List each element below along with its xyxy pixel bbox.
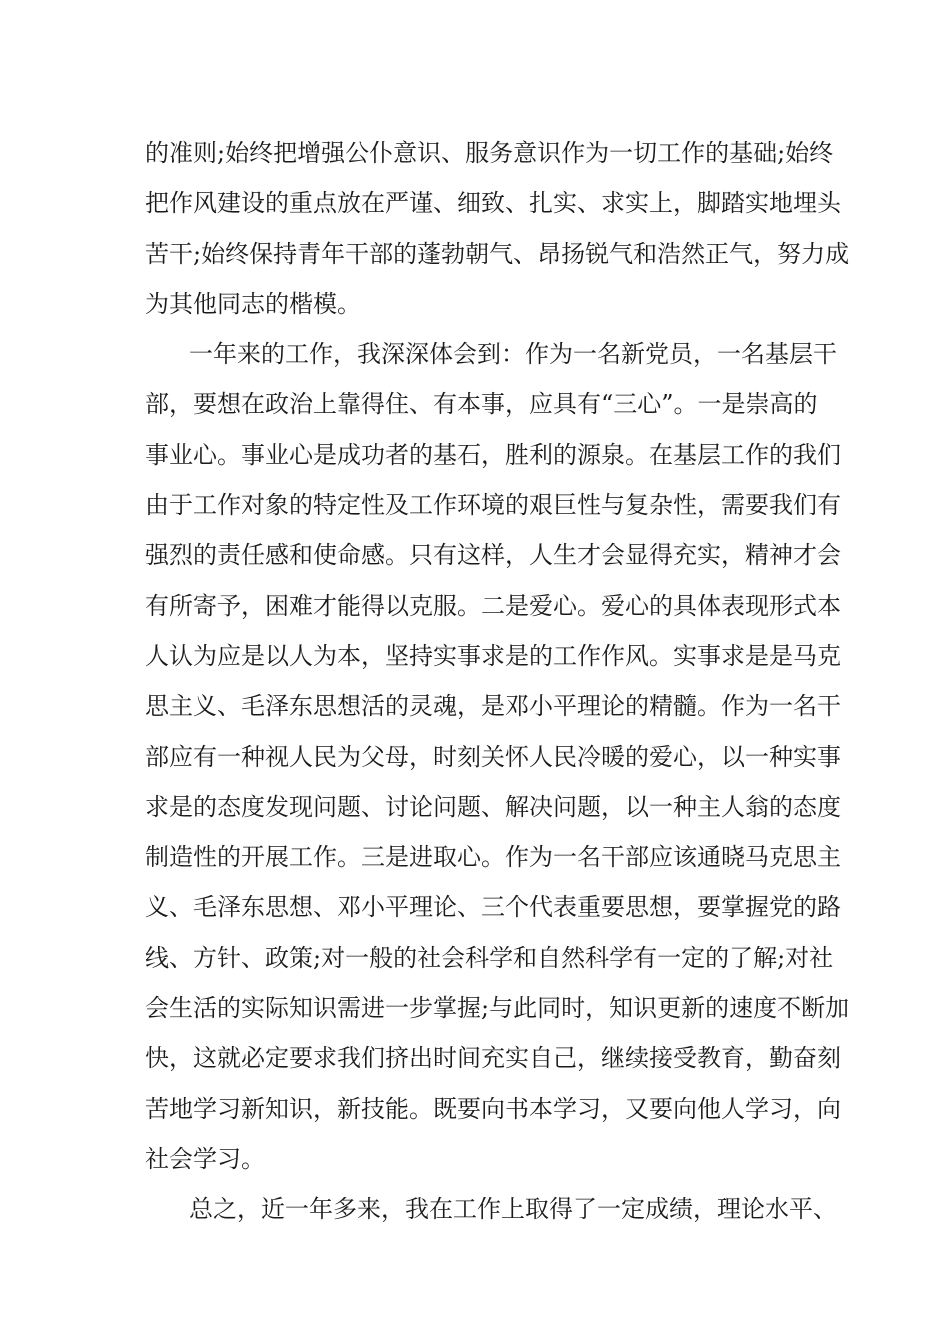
text-line: 部，要想在政治上靠得住、有本事，应具有“三心”。一是崇高的: [145, 390, 818, 419]
paragraph-first-line: 一年来的工作，我深深体会到：作为一名新党员，一名基层干: [189, 340, 837, 369]
text-line: 的准则;始终把增强公仆意识、服务意识作为一切工作的基础;始终: [145, 139, 834, 167]
text-line: 求是的态度发现问题、讨论问题、解决问题，以一种主人翁的态度: [145, 792, 841, 821]
text-line: 有所寄予，困难才能得以克服。二是爱心。爱心的具体表现形式本: [145, 591, 841, 620]
text-line: 强烈的责任感和使命感。只有这样，人生才会显得充实，精神才会: [145, 541, 841, 570]
text-line: 社会学习。: [145, 1144, 265, 1173]
text-line: 苦干;始终保持青年干部的蓬勃朝气、昂扬锐气和浩然正气，努力成: [145, 239, 850, 268]
text-line: 把作风建设的重点放在严谨、细致、扎实、求实上，脚踏实地埋头: [145, 189, 841, 218]
text-line: 快，这就必定要求我们挤出时间充实自己，继续接受教育，勤奋刻: [145, 1044, 841, 1073]
paragraph-first-line: 总之，近一年多来，我在工作上取得了一定成绩，理论水平、: [189, 1195, 837, 1224]
text-line: 思主义、毛泽东思想活的灵魂，是邓小平理论的精髓。作为一名干: [145, 692, 841, 721]
text-line: 苦地学习新知识，新技能。既要向书本学习，又要向他人学习，向: [145, 1094, 841, 1123]
text-line: 线、方针、政策;对一般的社会科学和自然科学有一定的了解;对社: [145, 943, 834, 972]
text-line: 事业心。事业心是成功者的基石，胜利的源泉。在基层工作的我们: [145, 440, 841, 469]
text-line: 制造性的开展工作。三是进取心。作为一名干部应该通晓马克思主: [145, 843, 841, 872]
text-line: 部应有一种视人民为父母，时刻关怀人民冷暖的爱心，以一种实事: [145, 742, 841, 771]
text-line: 人认为应是以人为本，坚持实事求是的工作作风。实事求是是马克: [145, 641, 841, 670]
text-line: 会生活的实际知识需进一步掌握;与此同时，知识更新的速度不断加: [145, 994, 850, 1023]
body-text: [145, 128, 850, 1235]
text-line: 义、毛泽东思想、邓小平理论、三个代表重要思想，要掌握党的路: [145, 893, 841, 922]
text-line: 为其他同志的楷模。: [145, 289, 361, 318]
text-line: 由于工作对象的特定性及工作环境的艰巨性与复杂性，需要我们有: [145, 491, 841, 520]
